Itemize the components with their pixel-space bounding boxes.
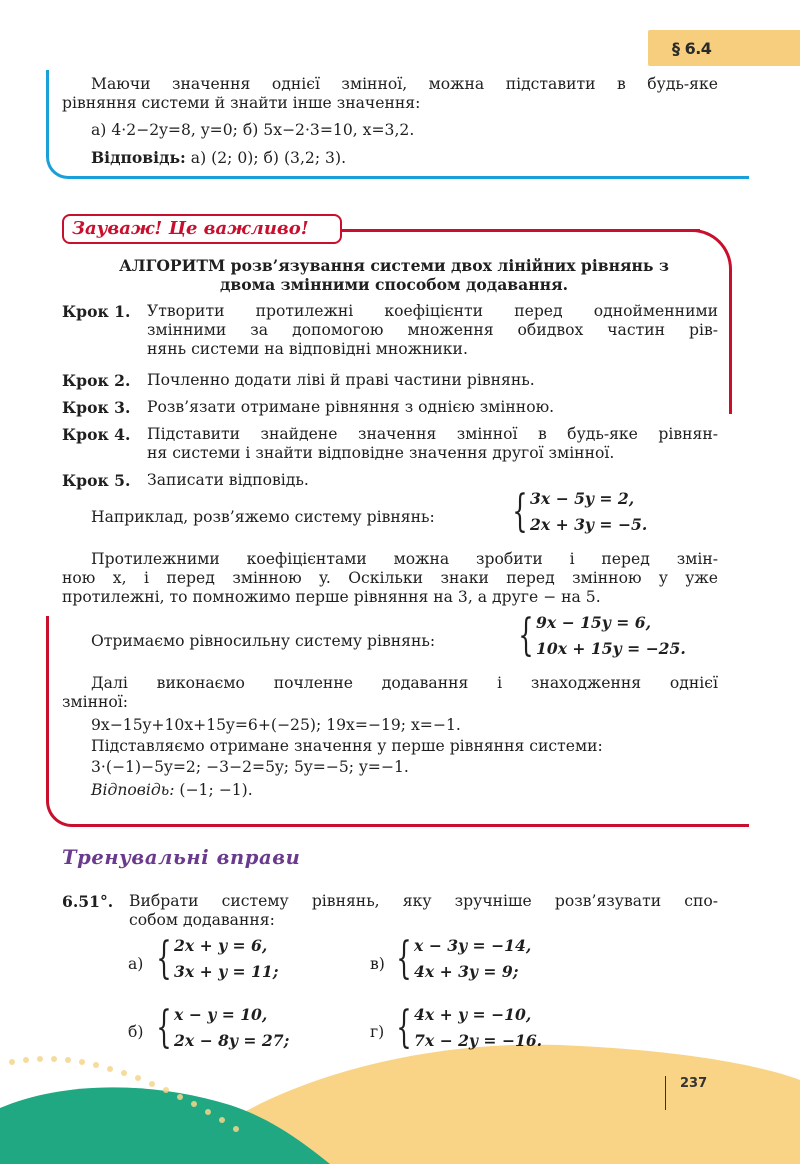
important-note-label: Зауваж! Це важливо! [62, 214, 342, 244]
exercise-task-line-1: Вибрати систему рівнянь, яку зручніше розв’язувати спо- [129, 892, 718, 910]
item-b-label: б) [128, 1023, 144, 1041]
example-system-2 [512, 610, 686, 662]
step-3-line: Розв’язати отримане рівняння з однією змінною. [147, 398, 555, 416]
item-v-label: в) [370, 955, 385, 973]
answer-label: Відповідь: [91, 148, 186, 167]
item-g-eq-2: 7x − 2y = −16. [414, 1031, 543, 1050]
step-1-line-3: нянь системи на відповідні множники. [147, 340, 468, 358]
red-rule-top [340, 229, 700, 232]
answer-text: а) (2; 0); б) (3,2; 3). [185, 149, 347, 167]
step-1-line-2: змінними за допомогою множення обидвох частин рів- [147, 321, 718, 339]
item-a-eq-1: 2x + y = 6, [174, 936, 268, 955]
step-2-label: Крок 2. [62, 371, 131, 390]
para1-line-1: Протилежними коефіцієнтами можна зробити і перед змін- [91, 550, 718, 568]
step-1-label: Крок 1. [62, 302, 131, 321]
answer-label: Відповідь: [91, 781, 175, 799]
brace: { [156, 1002, 172, 1053]
item-a-system [150, 933, 279, 985]
brace: { [396, 933, 412, 984]
exercise-number: 6.51°. [62, 892, 114, 911]
page-number-divider [665, 1076, 666, 1110]
answer-text: (−1; −1). [174, 781, 253, 799]
example-system-1 [506, 486, 647, 538]
item-g-eq-1: 4x + y = −10, [414, 1005, 532, 1024]
example-answer [91, 781, 253, 800]
example-intro: Наприклад, розв’яжемо систему рівнянь: [91, 508, 435, 526]
step-4-line-2: ня системи і знайти відповідне значення другої змінної. [147, 444, 615, 462]
item-g-label: г) [370, 1023, 385, 1041]
algorithm-title-1: АЛГОРИТМ розв’язування системи двох лінійних рівнянь з [119, 256, 669, 275]
system-1-eq-1: 3x − 5y = 2, [530, 489, 635, 508]
para1-line-3: протилежні, то помножимо перше рівняння на 3, а друге − на 5. [62, 588, 601, 606]
page-number: 237 [680, 1076, 708, 1091]
brace: { [156, 933, 172, 984]
para2-line-2: змінної: [62, 693, 129, 711]
brace: { [512, 486, 528, 537]
intro-line-3: а) 4·2−2y=8, y=0; б) 5x−2·3=10, x=3,2. [91, 121, 415, 139]
calc-line-1: 9x−15y+10x+15y=6+(−25); 19x=−19; x=−1. [91, 716, 461, 734]
step-5-label: Крок 5. [62, 471, 131, 490]
item-a-label: а) [128, 955, 144, 973]
para3: Підставляємо отримане значення у перше рівняння системи: [91, 737, 603, 755]
exercises-heading: Тренувальні вправи [62, 846, 301, 869]
intro-line-1: Маючи значення однієї змінної, можна підставити в будь-яке [91, 75, 718, 93]
section-tab: § 6.4 [648, 30, 800, 66]
algorithm-title-2: двома змінними способом додавання. [219, 275, 569, 294]
system-1-eq-2: 2x + 3y = −5. [530, 515, 648, 534]
item-v-eq-1: x − 3y = −14, [414, 936, 532, 955]
system-2-eq-2: 10x + 15y = −25. [536, 639, 686, 658]
item-v-system [390, 933, 531, 985]
step-3-label: Крок 3. [62, 398, 131, 417]
calc-line-2: 3·(−1)−5y=2; −3−2=5y; 5y=−5; y=−1. [91, 758, 409, 776]
item-b-eq-2: 2x − 8y = 27; [174, 1031, 290, 1050]
step-5-line: Записати відповідь. [147, 471, 309, 489]
item-b-system [150, 1002, 289, 1054]
item-b-eq-1: x − y = 10, [174, 1005, 268, 1024]
item-v-eq-2: 4x + 3y = 9; [414, 962, 519, 981]
example-intro-2: Отримаємо рівносильну систему рівнянь: [91, 632, 436, 650]
brace: { [518, 610, 534, 661]
item-a-eq-2: 3x + y = 11; [174, 962, 279, 981]
para1-line-2: ною x, і перед змінною y. Оскільки знаки перед змінною y уже [62, 569, 718, 587]
brace: { [396, 1002, 412, 1053]
item-g-system [390, 1002, 542, 1054]
intro-line-2: рівняння системи й знайти інше значення: [62, 94, 421, 112]
step-4-line-1: Підставити знайдене значення змінної в будь-яке рівнян- [147, 425, 718, 443]
step-1-line-1: Утворити протилежні коефіцієнти перед однойменними [147, 302, 718, 320]
step-4-label: Крок 4. [62, 425, 131, 444]
system-2-eq-1: 9x − 15y = 6, [536, 613, 652, 632]
exercise-task-line-2: собом додавання: [129, 911, 275, 929]
para2-line-1: Далі виконаємо почленне додавання і знаходження однієї [91, 674, 718, 692]
step-2-line: Почленно додати ліві й праві частини рівнянь. [147, 371, 535, 389]
intro-answer [91, 148, 346, 168]
